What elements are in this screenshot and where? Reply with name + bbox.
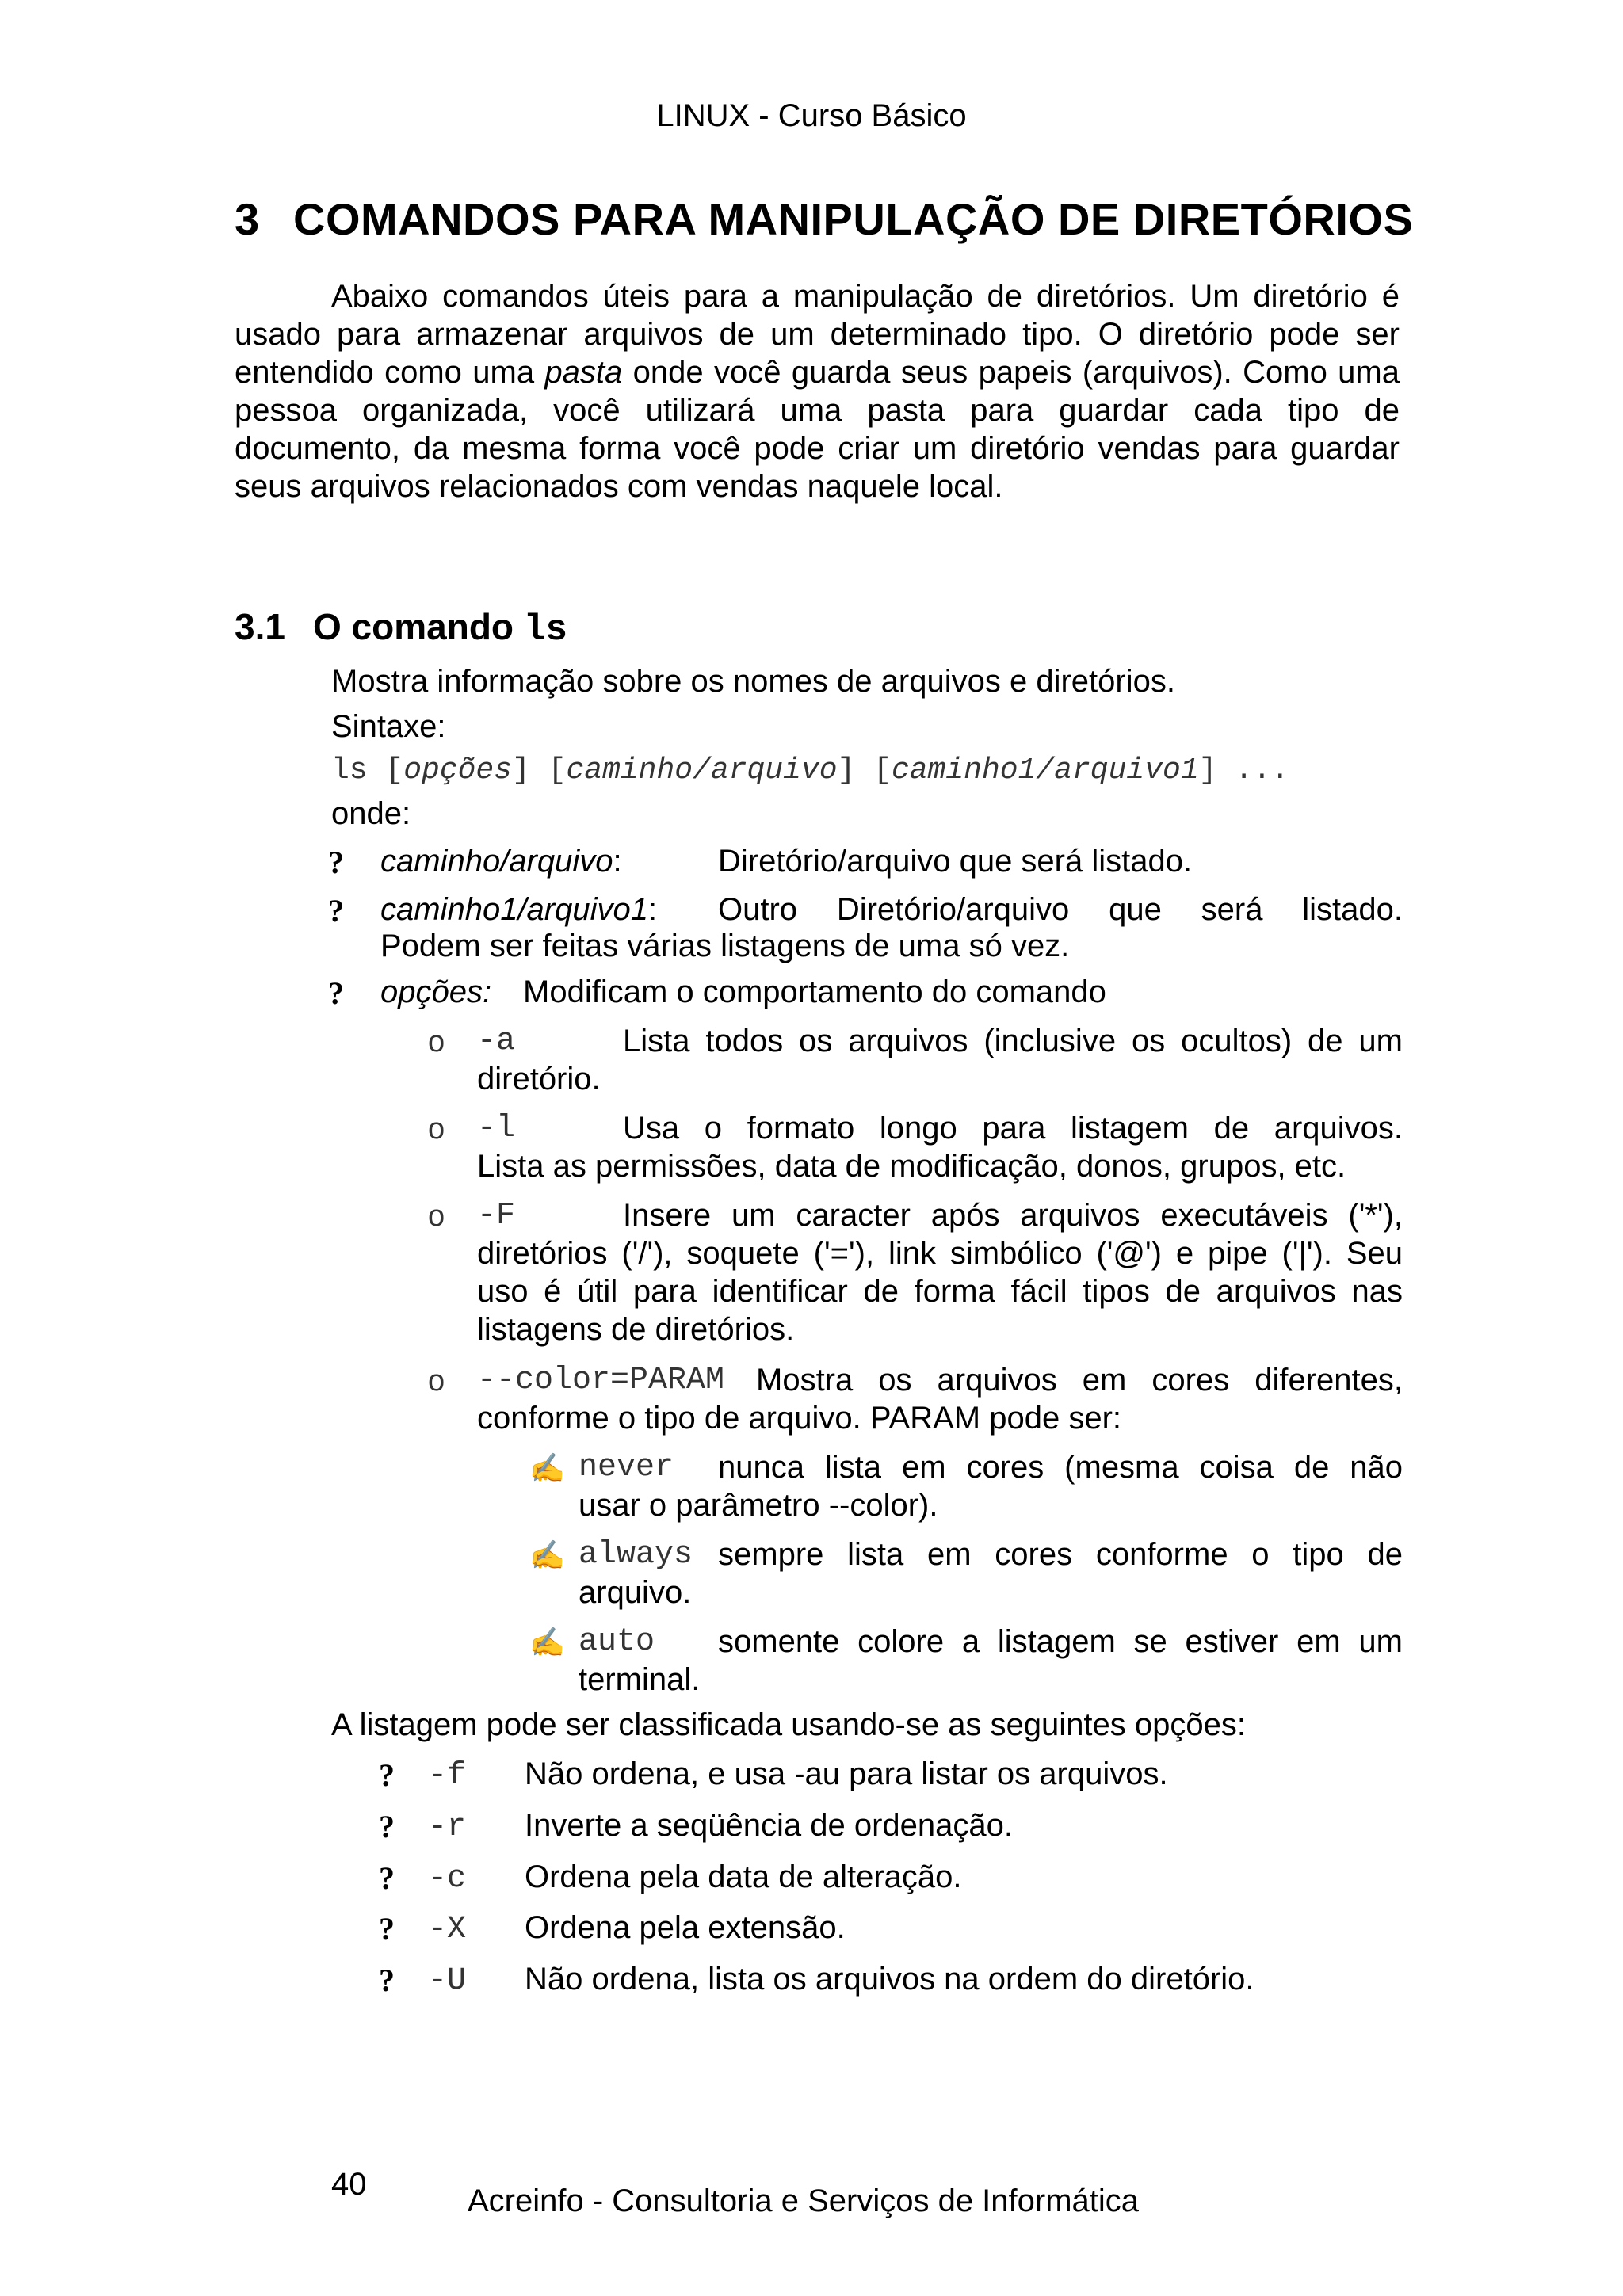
pen-bullet-icon: ✍ (529, 1451, 565, 1484)
circle-bullet-icon: o (428, 1199, 445, 1233)
chapter-heading (235, 193, 1413, 245)
option-desc: Lista todos os arquivos (inclusive os ocultos) de um (623, 1024, 1403, 1058)
bullet-icon: ? (379, 1911, 395, 1947)
pen-bullet-icon: ✍ (529, 1626, 565, 1658)
bullet-icon: ? (328, 975, 344, 1011)
sort-flag: -c (428, 1861, 467, 1897)
section-heading (235, 605, 567, 650)
bullet-icon: ? (328, 893, 344, 929)
section-title: O comando (313, 606, 514, 647)
color-value: never (579, 1450, 674, 1486)
sort-desc: Inverte a seqüência de ordenação. (525, 1808, 1013, 1843)
color-value-desc: sempre lista em cores conforme o tipo de (718, 1537, 1403, 1572)
option-flag: -F (477, 1198, 516, 1234)
bullet-icon: ? (328, 845, 344, 880)
sort-flag: -X (428, 1912, 467, 1947)
color-value-desc: somente colore a listagem se estiver em um (718, 1624, 1403, 1659)
option-desc-continued: diretório. (477, 1062, 601, 1097)
syntax-line: ls [opções] [caminho/arquivo] [caminho1/arquivo1] ... (331, 753, 1289, 788)
param-desc: Diretório/arquivo que será listado. (718, 844, 1193, 879)
intro-paragraph (235, 277, 1400, 505)
sort-flag: -U (428, 1963, 467, 1999)
footer-text: Acreinfo - Consultoria e Serviços de Informática (468, 2183, 1140, 2218)
running-header: LINUX - Curso Básico (656, 98, 967, 133)
chapter-title: COMANDOS PARA MANIPULAÇÃO DE DIRETÓRIOS (293, 194, 1414, 244)
option-flag: -a (477, 1024, 516, 1059)
option-flag: --color=PARAM (477, 1363, 725, 1398)
sort-intro: A listagem pode ser classificada usando-se as seguintes opções: (331, 1707, 1247, 1742)
bullet-icon: ? (379, 1860, 395, 1896)
intro-text-1: Abaixo comandos úteis para a manipulação de diretórios. Um diretório é usado para armazenar arquivos de um determinado tipo. O diretório pode ser entendido como uma (235, 279, 1400, 390)
color-value: auto (579, 1624, 655, 1660)
color-value-desc-continued: usar o parâmetro --color). (579, 1488, 938, 1523)
sort-flag: -f (428, 1758, 467, 1794)
color-value-desc-continued: terminal. (579, 1662, 701, 1697)
option-desc-continued: listagens de diretórios. (477, 1312, 795, 1347)
where-label: onde: (331, 796, 411, 831)
option-desc: Insere um caracter após arquivos executáveis ('*'), (623, 1198, 1403, 1233)
section-command: ls (523, 609, 568, 650)
param-desc: Modificam o comportamento do comando (523, 974, 1106, 1009)
option-desc: Usa o formato longo para listagem de arquivos. (623, 1111, 1403, 1146)
param-name: opções: (380, 974, 492, 1009)
color-value: always (579, 1537, 693, 1573)
color-value-desc: nunca lista em cores (mesma coisa de não (718, 1450, 1403, 1485)
param-name: caminho/arquivo: (380, 844, 622, 879)
intro-text-2: onde você guarda seus papeis (arquivos). Como uma pessoa organizada, você utilizará uma pasta para guardar cada tipo de documento, da mesma forma você pode criar um diretório vendas para guardar seus arquivos relacionados com vendas naquele local. (235, 355, 1400, 504)
color-value-desc-continued: arquivo. (579, 1575, 692, 1610)
option-flag: -l (477, 1111, 516, 1146)
circle-bullet-icon: o (428, 1025, 445, 1058)
option-desc-continued: Lista as permissões, data de modificação, donos, grupos, etc. (477, 1149, 1346, 1184)
circle-bullet-icon: o (428, 1364, 445, 1398)
bullet-icon: ? (379, 1757, 395, 1793)
sort-desc: Não ordena, e usa -au para listar os arquivos. (525, 1756, 1168, 1791)
circle-bullet-icon: o (428, 1112, 445, 1146)
chapter-number: 3 (235, 194, 260, 244)
param-desc: Outro Diretório/arquivo que será listado. (718, 892, 1403, 927)
syntax-label: Sintaxe: (331, 709, 446, 744)
command-description: Mostra informação sobre os nomes de arquivos e diretórios. (331, 664, 1175, 699)
option-desc-continued: conforme o tipo de arquivo. PARAM pode ser: (477, 1401, 1122, 1436)
bullet-icon: ? (379, 1809, 395, 1844)
pen-bullet-icon: ✍ (529, 1539, 565, 1571)
sort-desc: Não ordena, lista os arquivos na ordem do diretório. (525, 1962, 1254, 1997)
sort-desc: Ordena pela data de alteração. (525, 1859, 962, 1894)
param-desc-continued: Podem ser feitas várias listagens de uma só vez. (380, 929, 1070, 963)
sort-flag: -r (428, 1810, 467, 1845)
section-number: 3.1 (235, 606, 285, 647)
bullet-icon: ? (379, 1962, 395, 1998)
option-desc: Mostra os arquivos em cores diferentes, (756, 1363, 1403, 1398)
option-desc-continued: diretórios ('/'), soquete ('='), link simbólico ('@') e pipe ('|'). Seu (477, 1236, 1403, 1271)
sort-desc: Ordena pela extensão. (525, 1910, 846, 1945)
page-number: 40 (331, 2167, 367, 2202)
param-name: caminho1/arquivo1: (380, 892, 658, 927)
intro-italic-word: pasta (544, 355, 623, 390)
option-desc-continued: uso é útil para identificar de forma fácil tipos de arquivos nas (477, 1274, 1403, 1309)
